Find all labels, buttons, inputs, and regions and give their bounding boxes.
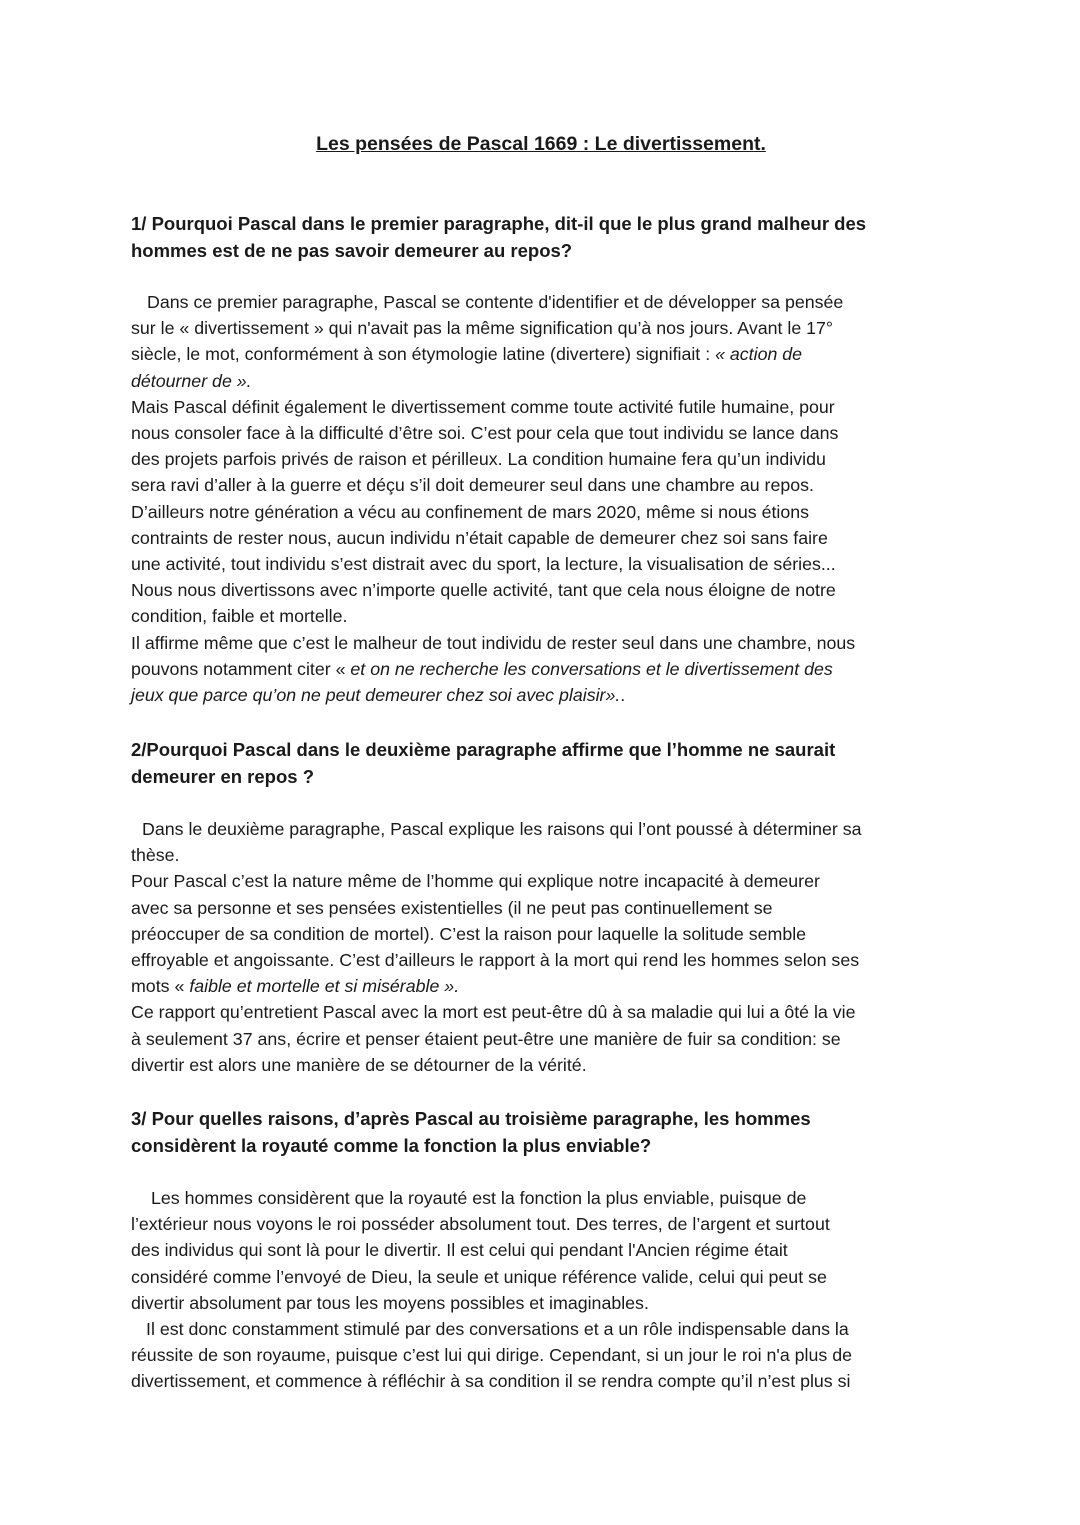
answer-2-line: thèse. bbox=[131, 845, 180, 866]
answer-2-line: à seulement 37 ans, écrire et penser étaient peut-être une manière de fuir sa condition: se bbox=[131, 1028, 841, 1049]
answer-3-line: réussite de son royaume, puisque c’est lui qui dirige. Cependant, si un jour le roi n'a plus de bbox=[131, 1345, 852, 1366]
answer-2-line: préoccuper de sa condition de mortel). C’est la raison pour laquelle la solitude semble bbox=[131, 923, 807, 944]
answer-1-line: une activité, tout individu s’est distrait avec du sport, la lecture, la visualisation de séries... bbox=[131, 554, 836, 575]
answer-3-line: divertissement, et commence à réfléchir à sa condition il se rendra compte qu’il n’est plus si bbox=[131, 1371, 851, 1392]
answer-1-line bbox=[131, 368, 951, 394]
answer-2-line bbox=[131, 973, 951, 999]
answer-1-line bbox=[131, 341, 951, 367]
question-3-line-2: considèrent la royauté comme la fonction la plus enviable? bbox=[131, 1134, 652, 1156]
answer-1-line: des projets parfois privés de raison et périlleux. La condition humaine fera qu’un individu bbox=[131, 449, 826, 470]
answer-1-line: Nous nous divertissons avec n’importe quelle activité, tant que cela nous éloigne de notre bbox=[131, 580, 836, 601]
answer-1-quote: et on ne recherche les conversations et le divertissement des bbox=[350, 658, 833, 679]
question-3 bbox=[131, 1106, 951, 1159]
answer-1-quote: « action de bbox=[715, 344, 803, 365]
document-title: Les pensées de Pascal 1669 : Le divertissement. bbox=[316, 133, 766, 155]
answer-2-line: Dans le deuxième paragraphe, Pascal explique les raisons qui l’ont poussé à déterminer sa bbox=[142, 819, 862, 839]
answer-2-line: effroyable et angoissante. C’est d’ailleurs le rapport à la mort qui rend les hommes selon ses bbox=[131, 950, 860, 971]
question-1-line-1: 1/ Pourquoi Pascal dans le premier paragraphe, dit-il que le plus grand malheur des bbox=[131, 213, 867, 234]
answer-1-text: siècle, le mot, conformément à son étymologie latine (divertere) signifiait : bbox=[131, 344, 716, 365]
answer-3-line: Les hommes considèrent que la royauté est la fonction la plus enviable, puisque de bbox=[151, 1188, 807, 1208]
answer-3-line: considéré comme l’envoyé de Dieu, la seule et unique référence valide, celui qui peut se bbox=[131, 1266, 827, 1287]
answer-1-text: pouvons notamment citer « bbox=[131, 658, 351, 679]
answer-1-line: Mais Pascal définit également le divertissement comme toute activité futile humaine, pour bbox=[131, 396, 835, 417]
answer-2-line: divertir est alors une manière de se détourner de la vérité. bbox=[131, 1054, 587, 1075]
answer-3 bbox=[131, 1185, 951, 1395]
answer-1-line: contraints de rester nous, aucun individu n’était capable de demeurer chez soi sans faire bbox=[131, 527, 828, 548]
answer-1-line: Dans ce premier paragraphe, Pascal se contente d'identifier et de développer sa pensée bbox=[147, 292, 844, 312]
question-2-line-2: demeurer en repos ? bbox=[131, 765, 315, 787]
answer-1-quote: détourner de ». bbox=[131, 370, 252, 391]
answer-2-line: Pour Pascal c’est la nature même de l’homme qui explique notre incapacité à demeurer bbox=[131, 871, 820, 892]
answer-2-line: avec sa personne et ses pensées existentielles (il ne peut pas continuellement se bbox=[131, 897, 773, 918]
answer-1-line bbox=[131, 682, 951, 708]
answer-1-line: sera ravi d’aller à la guerre et déçu s’il doit demeurer seul dans une chambre au repos. bbox=[131, 475, 814, 496]
answer-2 bbox=[131, 816, 951, 1078]
answer-1-text: . bbox=[620, 685, 626, 706]
answer-3-line: des individus qui sont là pour le divertir. Il est celui qui pendant l'Ancien régime était bbox=[131, 1240, 788, 1261]
answer-1-line: nous consoler face à la difficulté d’être soi. C’est pour cela que tout individu se lance dans bbox=[131, 423, 839, 444]
answer-1-line bbox=[131, 656, 951, 682]
answer-1-line: D’ailleurs notre génération a vécu au confinement de mars 2020, même si nous étions bbox=[131, 501, 810, 522]
question-3-line-1: 3/ Pour quelles raisons, d’après Pascal au troisième paragraphe, les hommes bbox=[131, 1108, 811, 1129]
answer-2-text: mots « bbox=[131, 976, 190, 997]
answer-1 bbox=[131, 289, 951, 708]
answer-1-line: condition, faible et mortelle. bbox=[131, 606, 348, 627]
answer-2-quote: faible et mortelle et si misérable bbox=[189, 976, 440, 997]
answer-3-line: l’extérieur nous voyons le roi posséder absolument tout. Des terres, de l’argent et surtout bbox=[131, 1214, 830, 1235]
answer-2-line: Ce rapport qu’entretient Pascal avec la mort est peut-être dû à sa maladie qui lui a ôté la vie bbox=[131, 1002, 856, 1023]
answer-3-line: Il est donc constamment stimulé par des conversations et a un rôle indispensable dans la bbox=[146, 1319, 849, 1340]
answer-1-line: Il affirme même que c’est le malheur de tout individu de rester seul dans une chambre, nous bbox=[131, 632, 856, 653]
question-2 bbox=[131, 737, 951, 790]
question-1-line-2: hommes est de ne pas savoir demeurer au repos? bbox=[131, 239, 573, 261]
answer-2-text: ». bbox=[439, 976, 460, 997]
answer-1-quote: jeux que parce qu’on ne peut demeurer chez soi avec plaisir». bbox=[131, 685, 621, 706]
question-1 bbox=[131, 211, 951, 264]
question-2-line-1: 2/Pourquoi Pascal dans le deuxième paragraphe affirme que l’homme ne saurait bbox=[131, 739, 836, 760]
answer-3-line: divertir absolument par tous les moyens possibles et imaginables. bbox=[131, 1292, 649, 1313]
answer-1-line: sur le « divertissement » qui n'avait pas la même signification qu’à nos jours. Avant le 17° bbox=[131, 318, 834, 339]
